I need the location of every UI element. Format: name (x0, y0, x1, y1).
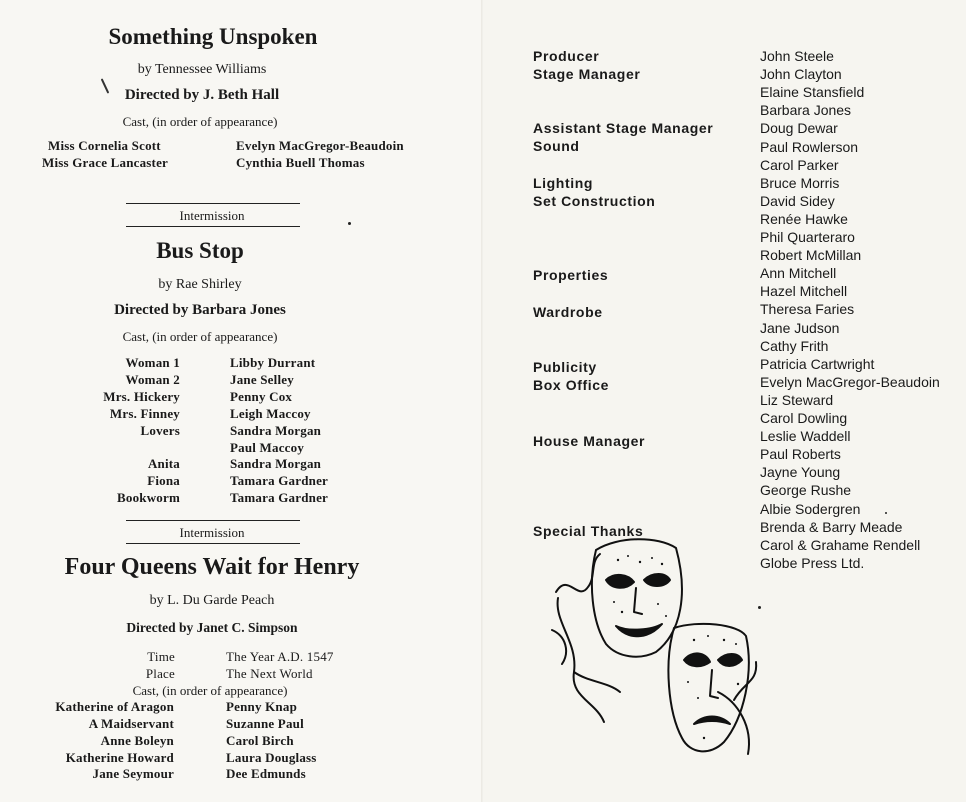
play1-director: Directed by J. Beth Hall (124, 87, 280, 103)
play2-role: Anita (147, 456, 180, 471)
divider (126, 543, 300, 544)
play2-actor: Sandra Morgan (230, 423, 322, 438)
play3-role: Jane Seymour (92, 766, 174, 781)
crew-name: Carol & Grahame Rendell (760, 537, 921, 553)
play2-role: Fiona (147, 473, 180, 488)
play1-role-2: Miss Grace Lancaster (42, 155, 169, 170)
play1-byline: by Tennessee Williams (137, 62, 267, 77)
crew-role-lighting: Lighting (533, 175, 594, 191)
crew-name: John Clayton (760, 66, 842, 82)
crew-role-producer: Producer (533, 48, 600, 64)
crew-name: Evelyn MacGregor-Beaudoin (760, 374, 940, 390)
crew-name: Elaine Stansfield (760, 84, 865, 100)
play2-cast-heading: Cast, (in order of appearance) (122, 329, 278, 344)
crew-name: Phil Quarteraro (760, 229, 855, 245)
play2-actor: Sandra Morgan (230, 456, 322, 471)
crew-name: Liz Steward (760, 392, 834, 408)
play2-title: Bus Stop (156, 238, 244, 263)
play3-place-label: Place (145, 666, 175, 681)
crew-name: George Rushe (760, 482, 852, 498)
play2-role: Mrs. Hickery (103, 389, 180, 404)
crew-name: Theresa Faries (760, 301, 855, 317)
crew-name: Ann Mitchell (760, 265, 837, 281)
play2-director: Directed by Barbara Jones (114, 302, 286, 318)
play3-role: A Maidservant (88, 716, 174, 731)
play3-place-value: The Next World (226, 666, 313, 681)
play2-role: Woman 2 (125, 372, 180, 387)
play3-time-value: The Year A.D. 1547 (226, 649, 334, 664)
crew-name: Carol Dowling (760, 410, 848, 426)
play2-role: Woman 1 (125, 355, 180, 370)
play2-role: Bookworm (117, 490, 180, 505)
play2-actor: Paul Maccoy (230, 440, 305, 455)
crew-role-wardrobe: Wardrobe (533, 304, 603, 320)
theatre-masks-illustration (548, 532, 760, 762)
crew-role-publicity: Publicity (533, 359, 597, 375)
play3-role: Katherine Howard (65, 750, 174, 765)
crew-role-set-construction: Set Construction (533, 193, 656, 209)
play2-actor: Libby Durrant (230, 355, 316, 370)
crew-name: Carol Parker (760, 157, 839, 173)
play3-actor: Suzanne Paul (226, 716, 304, 731)
crew-name: Barbara Jones (760, 102, 852, 118)
crew-role-assistant-stage-manager: Assistant Stage Manager (533, 120, 714, 136)
play3-actor: Carol Birch (226, 733, 294, 748)
play2-role: Lovers (140, 423, 180, 438)
divider (126, 203, 300, 204)
intermission-2: Intermission (179, 525, 245, 540)
crew-name: David Sidey (760, 193, 835, 209)
play3-time-label: Time (147, 649, 175, 664)
play3-role: Anne Boleyn (100, 733, 174, 748)
crew-name: Globe Press Ltd. (760, 555, 865, 571)
crew-name: Leslie Waddell (760, 428, 851, 444)
play2-actor: Tamara Gardner (230, 490, 329, 505)
play3-director: Directed by Janet C. Simpson (126, 620, 298, 635)
crew-name: Brenda & Barry Meade (760, 519, 903, 535)
divider (126, 226, 300, 227)
play3-title: Four Queens Wait for Henry (64, 554, 360, 580)
play2-actor: Leigh Maccoy (230, 406, 311, 421)
play1-role-1: Miss Cornelia Scott (48, 138, 161, 153)
crew-role-box-office: Box Office (533, 377, 610, 393)
crew-name: Robert McMillan (760, 247, 862, 263)
crew-name: John Steele (760, 48, 834, 64)
crew-name: Paul Rowlerson (760, 139, 859, 155)
crew-name: Jane Judson (760, 320, 840, 336)
crew-name: Renée Hawke (760, 211, 848, 227)
divider (126, 520, 300, 521)
crew-name: Bruce Morris (760, 175, 840, 191)
play1-actor-2: Cynthia Buell Thomas (236, 155, 365, 170)
crew-name: Doug Dewar (760, 120, 838, 136)
play2-actor: Tamara Gardner (230, 473, 329, 488)
crew-role-stage-manager: Stage Manager (533, 66, 641, 82)
play1-actor-1: Evelyn MacGregor-Beaudoin (236, 138, 404, 153)
crew-name: Albie Sodergren (760, 501, 861, 517)
crew-name: Jayne Young (760, 464, 841, 480)
play2-role: Mrs. Finney (109, 406, 180, 421)
play2-actor: Jane Selley (230, 372, 294, 387)
crew-role-properties: Properties (533, 267, 609, 283)
play1-cast-heading: Cast, (in order of appearance) (122, 114, 278, 129)
crew-name: Paul Roberts (760, 446, 841, 462)
speck (348, 222, 351, 225)
intermission-1: Intermission (179, 208, 245, 223)
play3-byline: by L. Du Garde Peach (149, 593, 275, 608)
crew-role-house-manager: House Manager (533, 433, 646, 449)
play2-actor: Penny Cox (230, 389, 293, 404)
play3-actor: Penny Knap (226, 699, 297, 714)
play3-role: Katherine of Aragon (55, 699, 174, 714)
play1-title: Something Unspoken (108, 24, 318, 49)
speck (758, 606, 761, 609)
play2-byline: by Rae Shirley (158, 277, 242, 292)
play3-actor: Dee Edmunds (226, 766, 306, 781)
play3-actor: Laura Douglass (226, 750, 317, 765)
crew-name: Cathy Frith (760, 338, 829, 354)
crew-name: Patricia Cartwright (760, 356, 875, 372)
crew-name: Hazel Mitchell (760, 283, 848, 299)
play3-cast-heading: Cast, (in order of appearance) (132, 683, 288, 698)
crew-role-special-thanks: Special Thanks (533, 523, 644, 539)
speck (885, 512, 887, 514)
crew-role-sound: Sound (533, 138, 580, 154)
